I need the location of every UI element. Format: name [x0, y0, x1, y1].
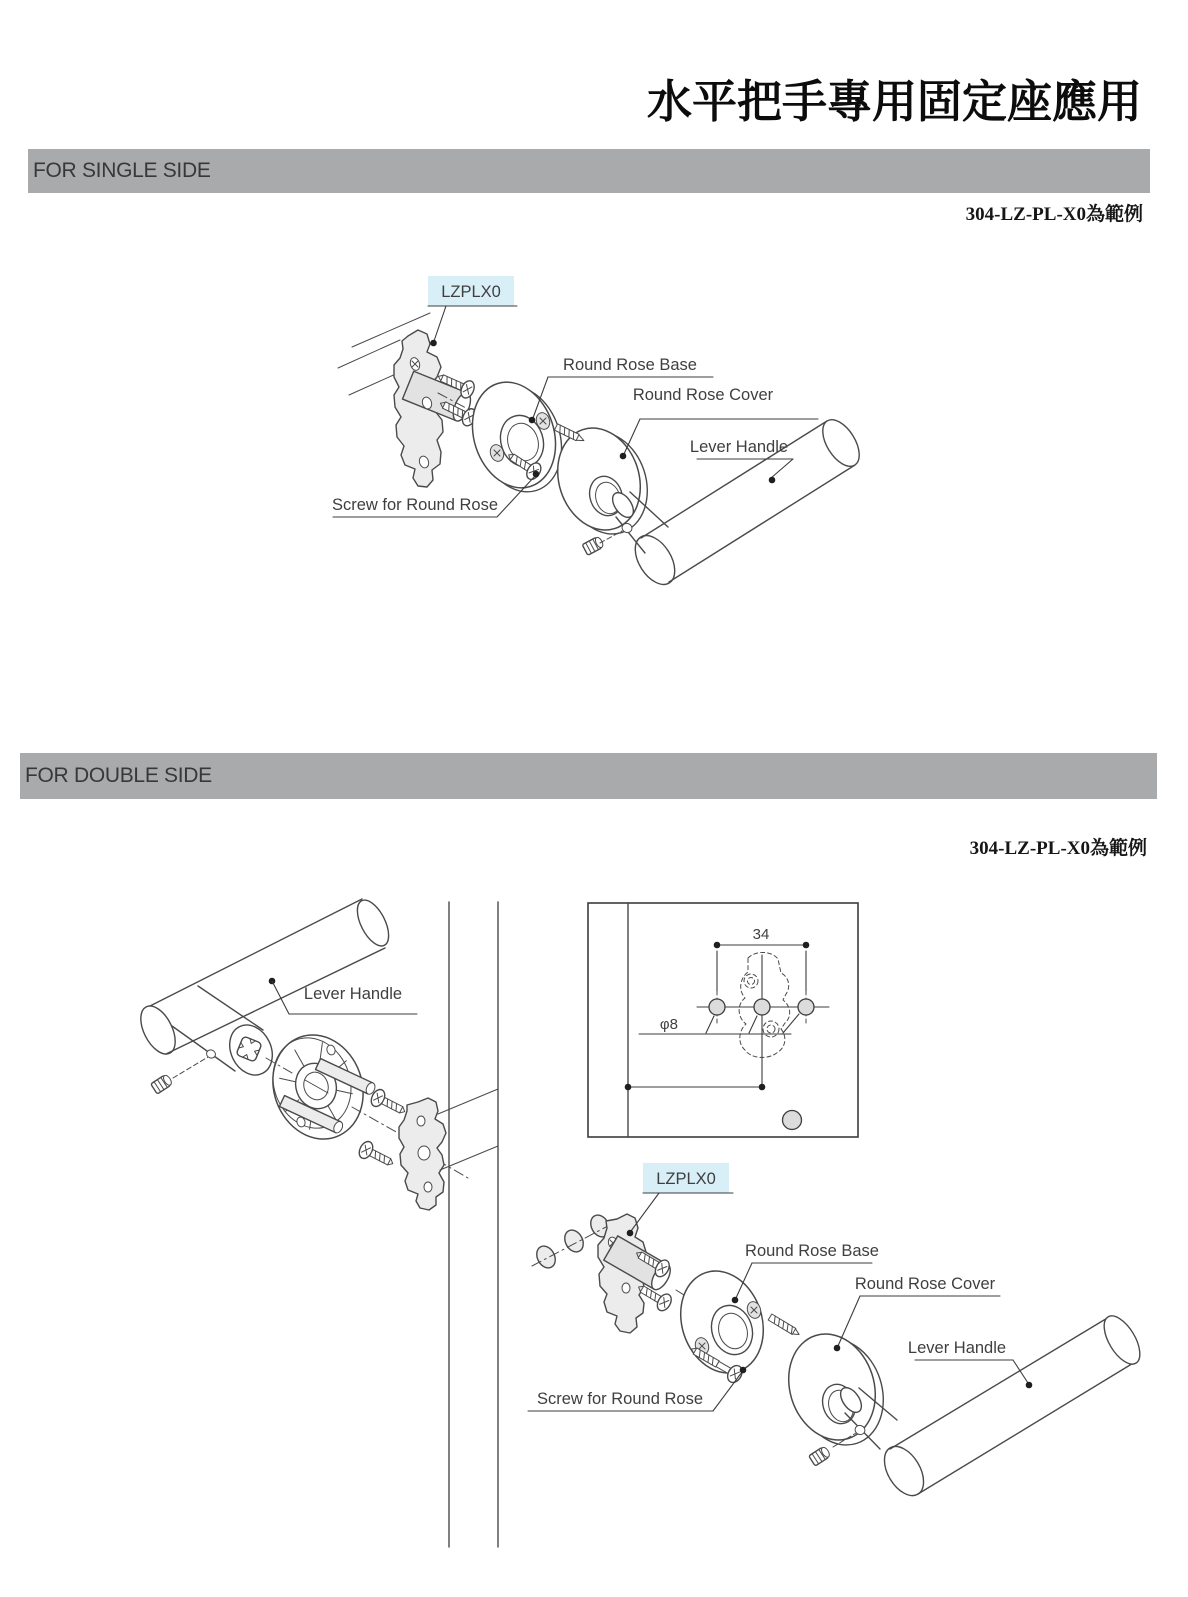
lever-handle-label-right: Lever Handle — [907, 1339, 1007, 1357]
section-banner-single-label: FOR SINGLE SIDE — [33, 159, 211, 182]
label-screw-for-round-rose-right — [528, 1367, 746, 1411]
hole-diameter-value: φ8 — [659, 1016, 678, 1033]
round-rose-base-label-right: Round Rose Base — [745, 1242, 879, 1260]
screw-for-round-rose-label-right: Screw for Round Rose — [537, 1390, 703, 1408]
lever-handle-label: Lever Handle — [689, 438, 789, 456]
page-title: 水平把手專用固定座應用 — [646, 77, 1142, 127]
lever-handle-label-left: Lever Handle — [303, 985, 403, 1003]
label-round-rose-base-right — [732, 1242, 879, 1303]
cover-screw-right — [768, 1314, 801, 1338]
outside-exploded-view — [528, 1163, 1147, 1502]
example-note-double: 304-LZ-PL-X0為範例 — [969, 838, 1147, 859]
screw-for-round-rose-label: Screw for Round Rose — [332, 496, 498, 514]
part-code-tag-right — [627, 1163, 733, 1236]
dimension-drawing — [588, 903, 858, 1137]
mounting-plate-left — [399, 1098, 446, 1210]
rose-cover-right — [775, 1323, 896, 1457]
single-side-exploded-diagram — [0, 230, 1188, 650]
double-side-diagrams — [0, 860, 1188, 1597]
door-hatch-lines — [438, 1089, 498, 1170]
round-rose-cover-label: Round Rose Cover — [632, 386, 774, 404]
set-screw — [582, 531, 622, 555]
round-rose-cover-label-right: Round Rose Cover — [854, 1275, 996, 1293]
part-code-text: LZPLX0 — [441, 283, 501, 301]
section-banner-double — [20, 753, 1157, 799]
section-banner-single — [28, 149, 1150, 193]
part-code-tag — [428, 276, 517, 346]
label-lever-handle — [690, 438, 793, 483]
hole-spacing-value: 34 — [752, 926, 770, 943]
set-screw-left — [151, 1049, 217, 1094]
rose-cover — [545, 417, 660, 545]
door-edge-lines-left — [449, 902, 498, 1547]
part-code-text-right: LZPLX0 — [656, 1170, 716, 1188]
round-rose-base-label: Round Rose Base — [563, 356, 697, 374]
label-lever-handle-left — [269, 978, 417, 1014]
label-lever-handle-right — [908, 1339, 1032, 1388]
example-note-single: 304-LZ-PL-X0為範例 — [965, 204, 1143, 225]
section-banner-double-label: FOR DOUBLE SIDE — [25, 764, 212, 787]
inside-handle-view — [134, 895, 498, 1547]
rose-base — [459, 371, 574, 502]
